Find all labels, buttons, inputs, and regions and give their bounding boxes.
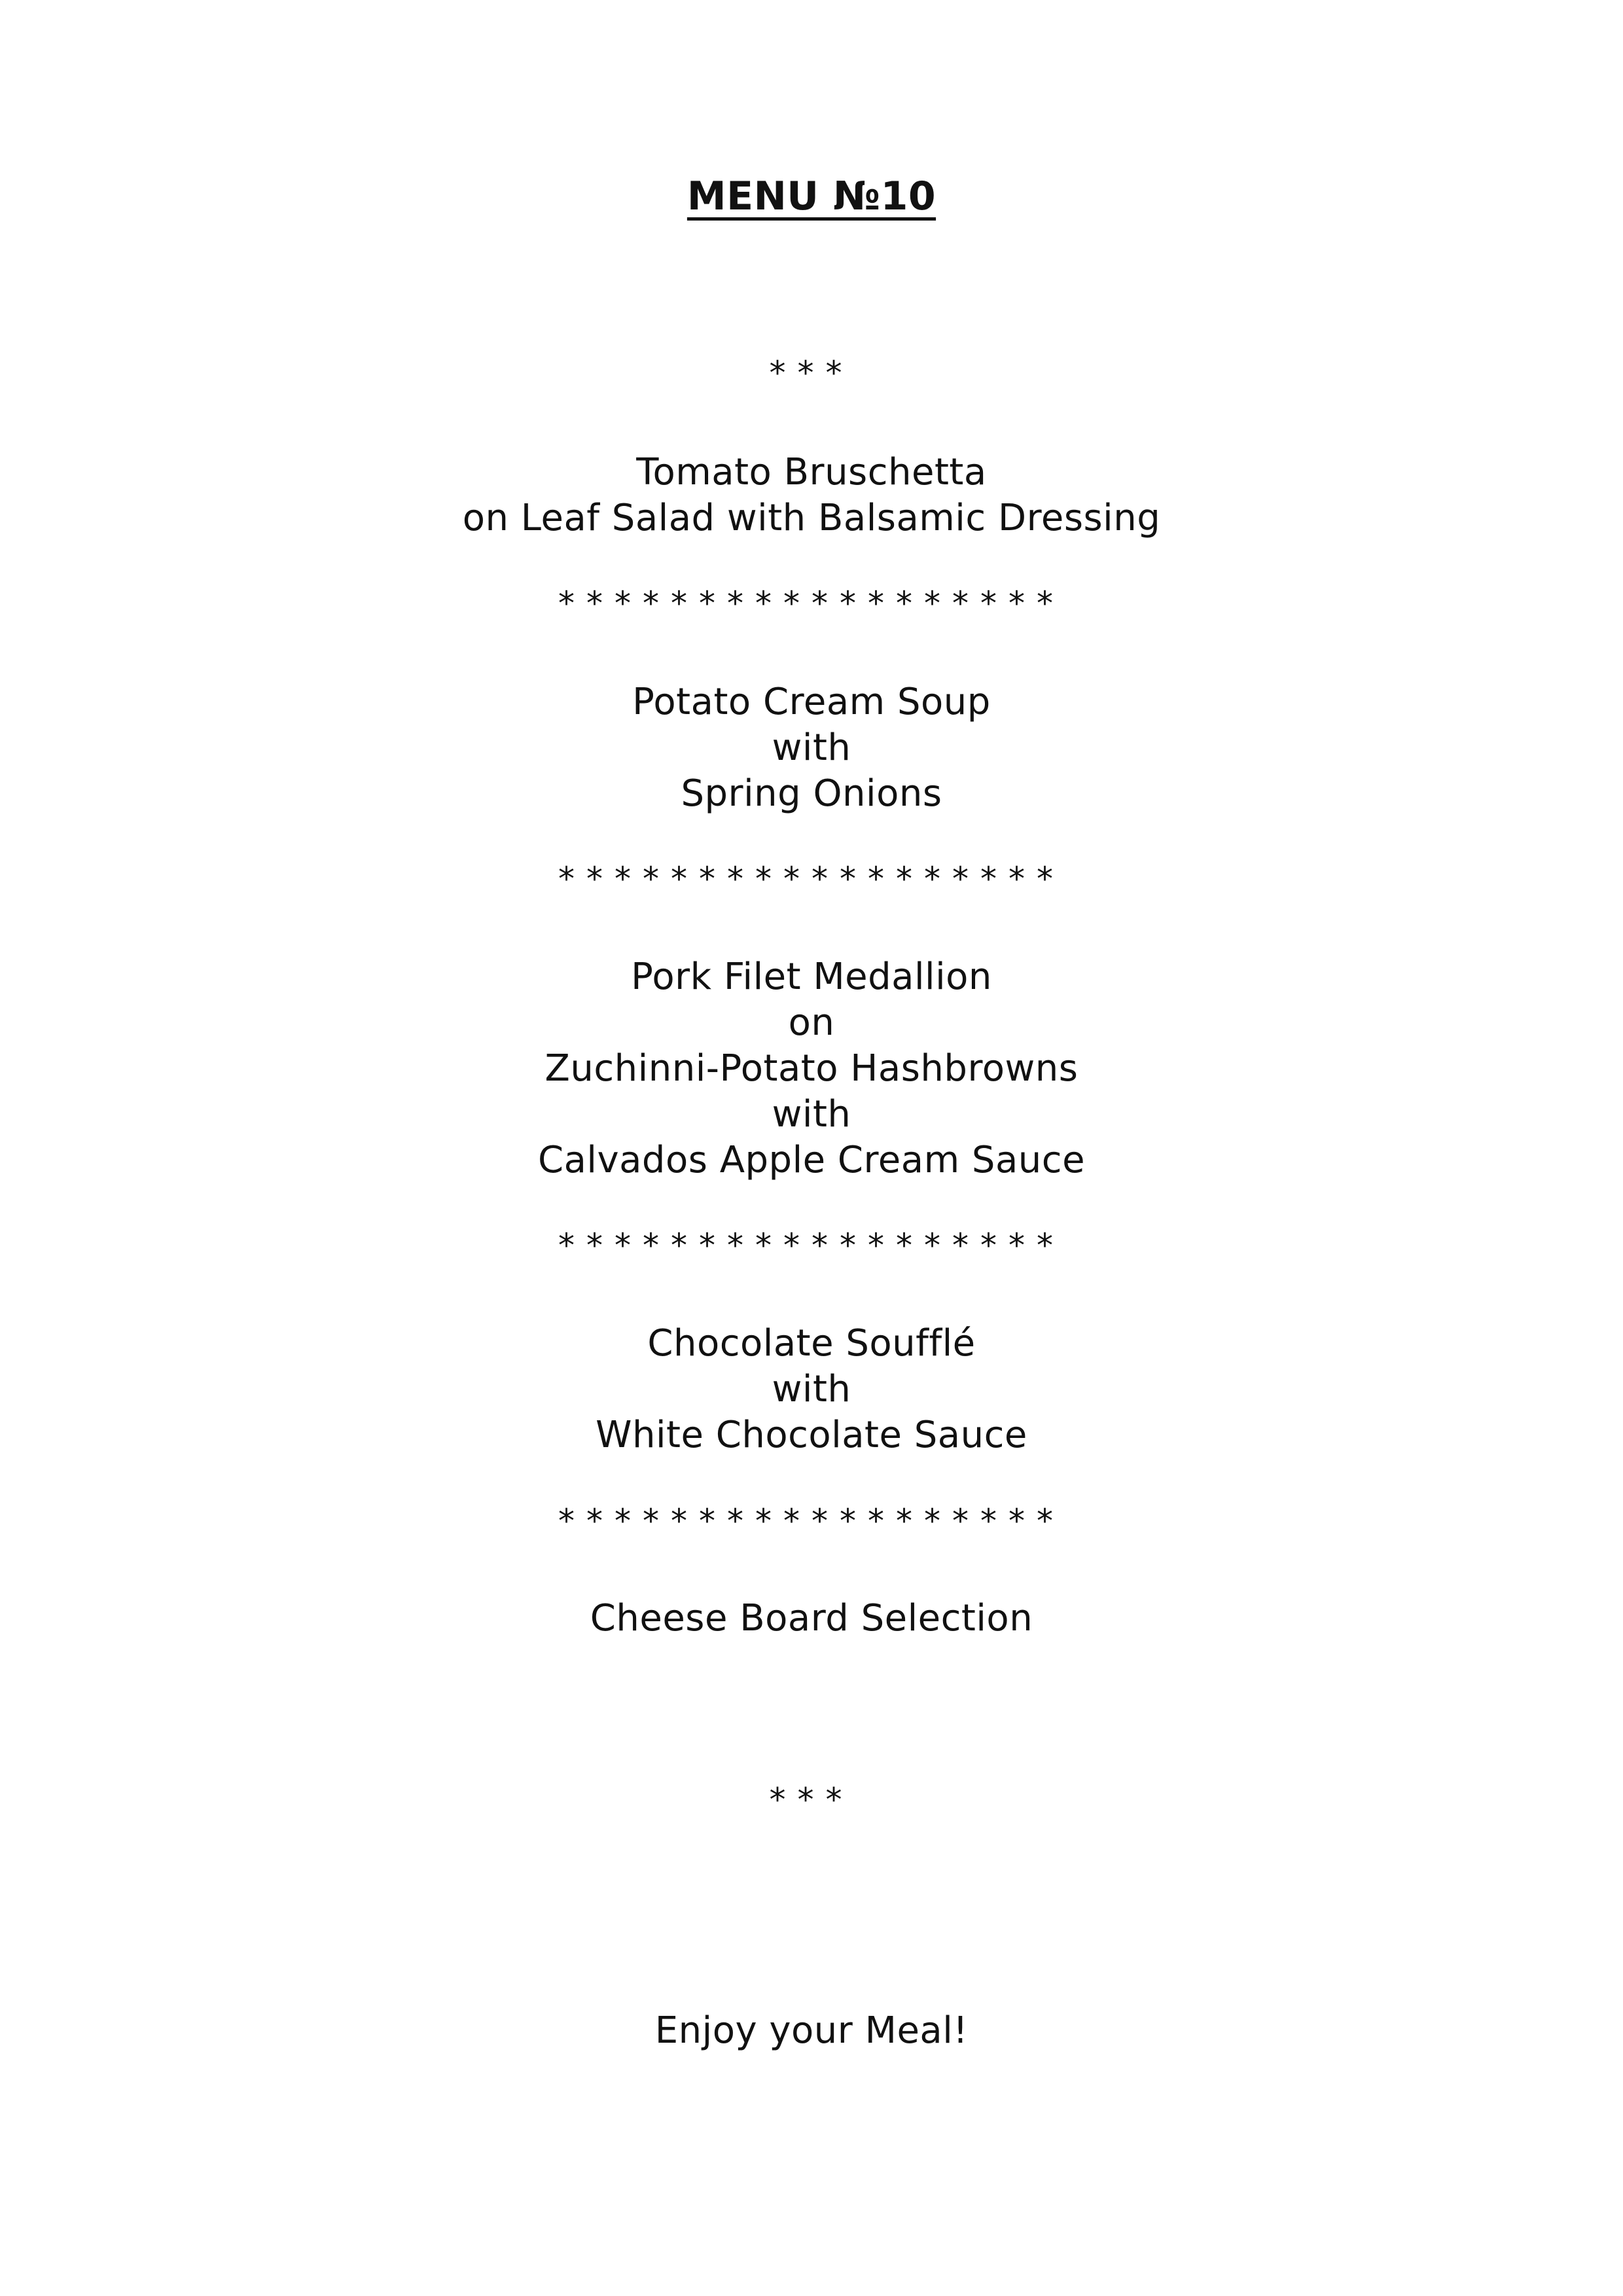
separator-1: ****************** [558,584,1065,622]
course-2-line-3: Spring Onions [681,772,942,815]
course-3-line-3: Zuchinni-Potato Hashbrowns [544,1047,1079,1090]
course-2-line-1: Potato Cream Soup [632,681,991,723]
course-4-line-3: White Chocolate Sauce [596,1414,1027,1456]
separator-4: ****************** [558,1502,1065,1540]
course-5-line-1: Cheese Board Selection [590,1597,1033,1640]
menu-title [0,171,1623,221]
course-3-line-1: Pork Filet Medallion [631,956,992,998]
course-4-line-1: Chocolate Soufflé [647,1322,976,1365]
separator-2: ****************** [558,860,1065,898]
course-4-line-2: with [772,1368,851,1410]
course-3-line-5: Calvados Apple Cream Sauce [537,1139,1086,1181]
course-2-line-2: with [772,726,851,769]
menu-title-text: MENU №10 [687,173,936,219]
course-3-line-2: on [788,1001,835,1044]
course-1-line-1: Tomato Bruschetta [636,451,987,493]
closing-text: Enjoy your Meal! [654,2009,969,2052]
course-1-line-2: on Leaf Salad with Balsamic Dressing [462,497,1161,539]
bottom-separator: *** [769,1781,854,1819]
course-3-line-4: with [772,1093,851,1136]
separator-3: ****************** [558,1227,1065,1265]
top-separator: *** [769,354,854,392]
